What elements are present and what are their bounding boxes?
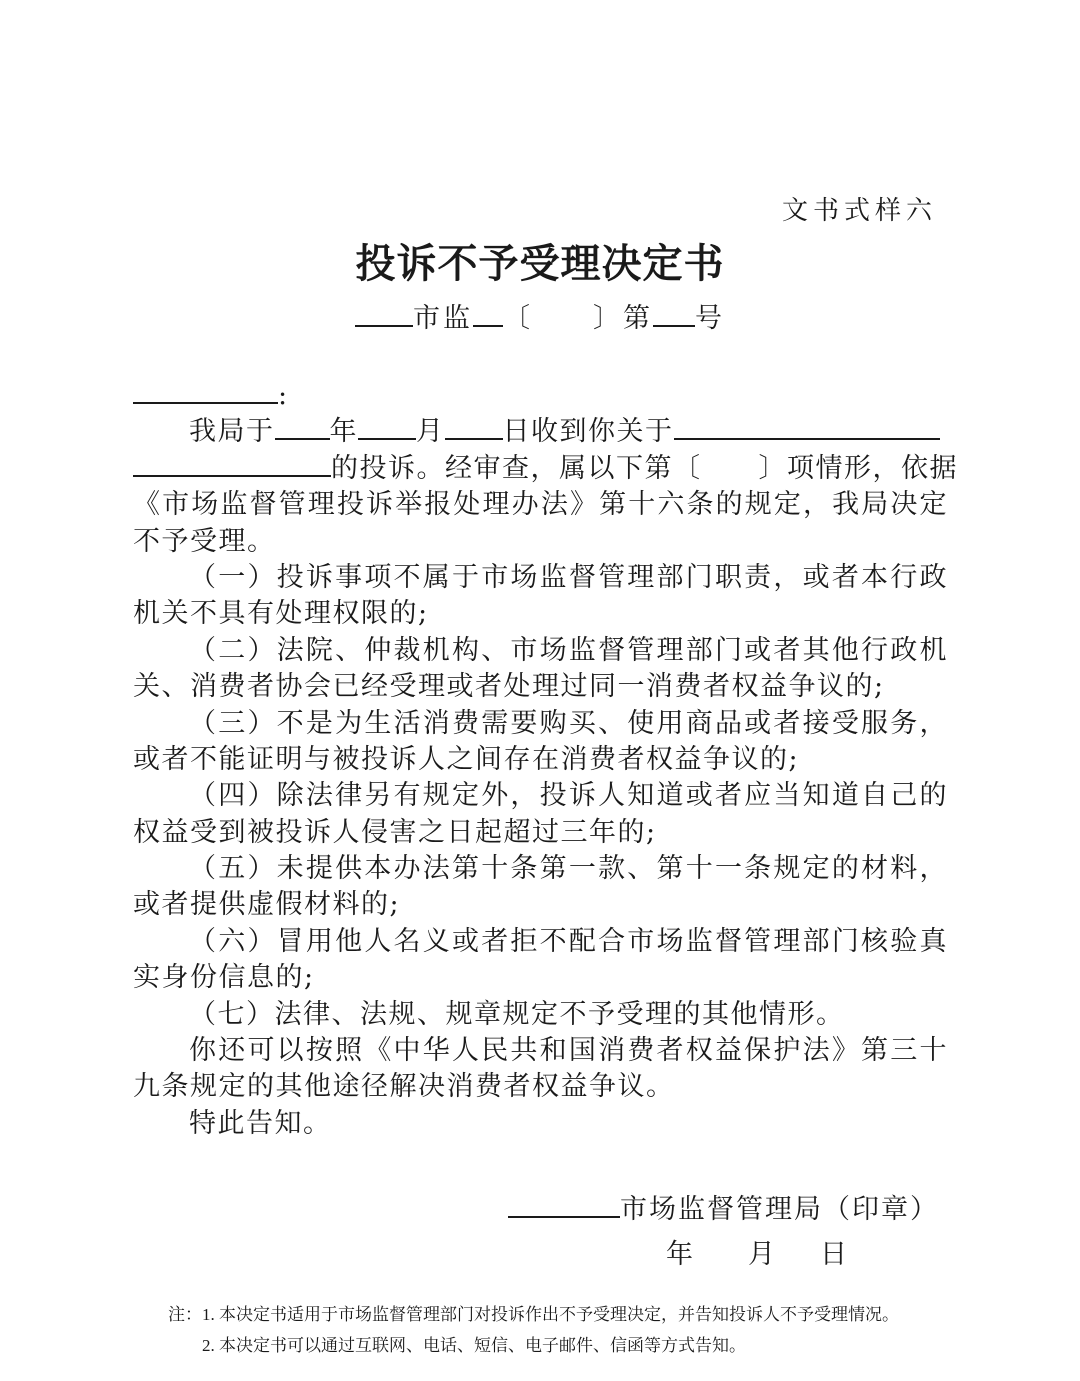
blank-year — [275, 414, 330, 440]
text-day-received: 日收到你关于 — [502, 416, 674, 448]
item-7-line1: （七）法律、法规、规章规定不予受理的其他情形。 — [189, 998, 845, 1030]
text-review-result: 的投诉。经审查，属以下第〔 〕项情形，依据 — [331, 452, 958, 484]
date-year: 年 — [666, 1239, 693, 1270]
item-3-line2: 或者不能证明与被投诉人之间存在消费者权益争议的; — [133, 743, 800, 775]
date-line — [666, 1232, 847, 1271]
form-label: 文书式样六 — [781, 196, 937, 226]
date-month: 月 — [748, 1239, 775, 1270]
text-month: 月 — [416, 416, 445, 448]
signature-text: 市场监督管理局（印章） — [620, 1194, 939, 1225]
footnote-1: 注：1. 本决定书适用于市场监督管理部门对投诉作出不予受理决定，并告知投诉人不予受理情况。 — [168, 1305, 899, 1324]
paragraph-received-line4: 不予受理。 — [133, 525, 276, 557]
blank-prefix — [473, 301, 503, 327]
item-1-line1: （一）投诉事项不属于市场监督管理部门职责，或者本行政 — [189, 561, 948, 593]
blank-complaint-subject-cont — [133, 451, 331, 477]
blank-day — [445, 414, 503, 440]
doc-number-part2: 〔 〕第 — [503, 303, 653, 334]
blank-addressee — [133, 378, 278, 404]
item-3-line1: （三）不是为生活消费需要购买、使用商品或者接受服务， — [189, 707, 948, 739]
text-year: 年 — [329, 416, 358, 448]
paragraph-received-line2 — [133, 451, 958, 487]
paragraph-received-line3: 《市场监督管理投诉举报处理办法》第十六条的规定，我局决定 — [133, 489, 948, 521]
document-title: 投诉不予受理决定书 — [355, 240, 725, 287]
item-5-line2: 或者提供虚假材料的; — [133, 889, 401, 921]
item-4-line2: 权益受到被投诉人侵害之日起超过三年的; — [133, 816, 657, 848]
addressee-line — [133, 378, 948, 414]
doc-number-part1: 市监 — [413, 303, 473, 334]
blank-issuer — [355, 301, 413, 327]
footnotes — [168, 1299, 899, 1361]
blank-serial — [653, 301, 695, 327]
closing-text: 特此告知。 — [189, 1107, 332, 1139]
date-day: 日 — [820, 1239, 847, 1270]
item-6-line2: 实身份信息的; — [133, 962, 315, 994]
blank-bureau-name — [508, 1192, 620, 1218]
blank-month — [358, 414, 416, 440]
text-received-prefix: 我局于 — [189, 416, 275, 448]
item-4-line1: （四）除法律另有规定外，投诉人知道或者应当知道自己的 — [189, 780, 948, 812]
blank-complaint-subject — [674, 414, 940, 440]
addressee-colon: : — [278, 380, 289, 411]
document-body — [133, 378, 958, 1142]
item-2-line1: （二）法院、仲裁机构、市场监督管理部门或者其他行政机 — [189, 634, 948, 666]
paragraph-other-line2: 九条规定的其他途径解决消费者权益争议。 — [133, 1071, 675, 1103]
paragraph-received-line1 — [133, 414, 948, 450]
document-number — [0, 296, 1080, 335]
footnote-2: 2. 本决定书可以通过互联网、电话、短信、电子邮件、信函等方式告知。 — [202, 1336, 746, 1355]
item-1-line2: 机关不具有处理权限的; — [133, 598, 429, 630]
paragraph-other-line1: 你还可以按照《中华人民共和国消费者权益保护法》第三十 — [189, 1035, 948, 1067]
item-5-line1: （五）未提供本办法第十条第一款、第十一条规定的材料， — [189, 853, 948, 885]
doc-number-part3: 号 — [695, 303, 725, 334]
item-2-line2: 关、消费者协会已经受理或者处理过同一消费者权益争议的; — [133, 671, 885, 703]
item-6-line1: （六）冒用他人名义或者拒不配合市场监督管理部门核验真 — [189, 925, 948, 957]
signature-line — [508, 1187, 939, 1226]
